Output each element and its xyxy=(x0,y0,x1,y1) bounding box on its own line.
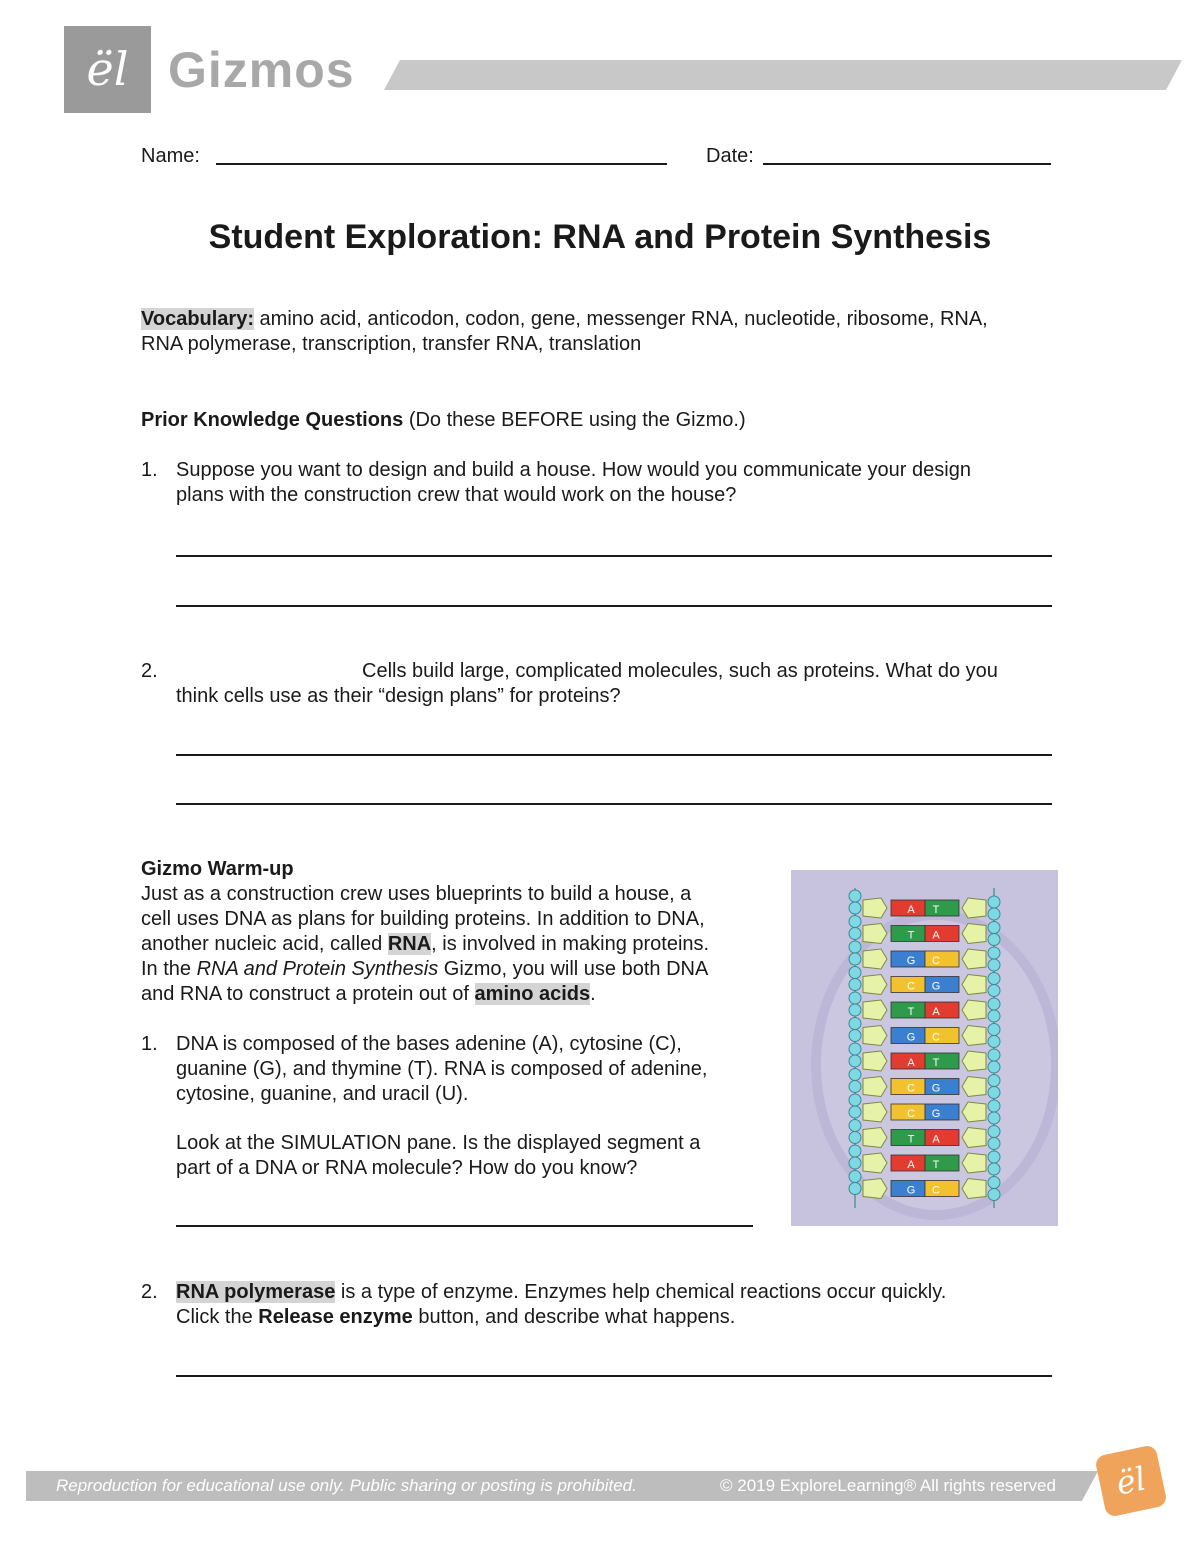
phosphate-right xyxy=(988,1075,1000,1087)
gizmo-name: RNA and Protein Synthesis xyxy=(196,958,439,980)
brand-name: Gizmos xyxy=(168,42,355,98)
phosphate-left xyxy=(849,979,861,991)
base-label-left: T xyxy=(907,929,915,942)
dna-simulation-image xyxy=(791,870,1058,1226)
base-label-right: C xyxy=(932,1184,940,1197)
base-label-right: A xyxy=(932,929,940,942)
warmup-line-2: cell uses DNA as plans for building proteins. In addition to DNA, xyxy=(141,908,705,930)
sugar-right xyxy=(962,1026,986,1046)
phosphate-left xyxy=(849,953,861,965)
phosphate-left xyxy=(849,916,861,928)
question-number: 1. xyxy=(141,1033,158,1055)
phosphate-right xyxy=(988,1049,1000,1061)
warmup-text: Click the xyxy=(176,1306,259,1328)
explorelearning-footer-logo-icon: ël xyxy=(1094,1444,1168,1518)
phosphate-left xyxy=(849,1055,861,1067)
base-right xyxy=(925,1053,959,1069)
warmup-q1-line-2: guanine (G), and thymine (T). RNA is composed of adenine, xyxy=(176,1058,708,1080)
warmup-line-1: Just as a construction crew uses blueprints to build a house, a xyxy=(141,883,692,905)
phosphate-left xyxy=(849,1069,861,1081)
warmup-q2-answer-line[interactable] xyxy=(176,1375,1052,1377)
base-right xyxy=(925,1104,959,1120)
prior-q1-answer-line-1[interactable] xyxy=(176,555,1052,557)
base-label-right: A xyxy=(932,1133,940,1146)
sugar-left xyxy=(863,1179,887,1199)
base-right xyxy=(925,1002,959,1018)
phosphate-right xyxy=(988,998,1000,1010)
phosphate-right xyxy=(988,1138,1000,1150)
sugar-right xyxy=(962,1128,986,1148)
sugar-left xyxy=(863,1077,887,1097)
warmup-heading xyxy=(141,857,294,882)
sugar-right xyxy=(962,1051,986,1071)
sugar-right xyxy=(962,975,986,995)
phosphate-right xyxy=(988,1100,1000,1112)
warmup-text: . xyxy=(590,983,596,1005)
phosphate-left xyxy=(849,928,861,940)
phosphate-left xyxy=(849,1157,861,1169)
base-label-right: T xyxy=(932,904,940,916)
phosphate-right xyxy=(988,908,1000,920)
warmup-q2-line-2 xyxy=(176,1305,735,1330)
base-label-right: G xyxy=(931,1108,941,1120)
header-bar xyxy=(384,60,1182,90)
date-label: Date: xyxy=(706,145,754,167)
footer-notice: Reproduction for educational use only. Public sharing or posting is prohibited. xyxy=(56,1476,637,1495)
phosphate-left xyxy=(849,1183,861,1195)
phosphate-right xyxy=(988,896,1000,908)
base-label-right: G xyxy=(931,980,941,993)
question-number: 1. xyxy=(141,459,158,481)
phosphate-right xyxy=(988,922,1000,934)
warmup-text: , is involved in making proteins. xyxy=(431,933,710,955)
phosphate-left xyxy=(849,967,861,979)
base-label-left: G xyxy=(906,955,916,967)
prior-q2-answer-line-2[interactable] xyxy=(176,803,1052,805)
warmup-text: button, and describe what happens. xyxy=(412,1306,736,1328)
base-label-left: G xyxy=(906,1184,916,1197)
term-rna: RNA xyxy=(387,933,432,955)
warmup-text: another nucleic acid, called xyxy=(141,933,388,955)
phosphate-right xyxy=(988,947,1000,959)
base-right xyxy=(925,1028,959,1044)
warmup-q1-line-5: part of a DNA or RNA molecule? How do you know? xyxy=(176,1157,638,1179)
base-right xyxy=(925,1181,959,1197)
sugar-left xyxy=(863,1153,887,1173)
term-rna-polymerase: RNA polymerase xyxy=(176,1281,336,1303)
warmup-q2-line-1 xyxy=(176,1280,946,1305)
vocabulary-label: Vocabulary: xyxy=(141,308,254,330)
base-label-right: T xyxy=(932,1057,940,1069)
phosphate-left xyxy=(849,941,861,953)
vocabulary-terms-1: amino acid, anticodon, codon, gene, messenger RNA, nucleotide, ribosome, RNA, xyxy=(254,308,988,330)
sugar-right xyxy=(962,949,986,969)
phosphate-left xyxy=(849,1132,861,1144)
warmup-line-5 xyxy=(141,982,596,1007)
base-label-right: T xyxy=(932,1159,940,1171)
page-title: Student Exploration: RNA and Protein Synthesis xyxy=(208,218,992,256)
footer-copyright: © 2019 ExploreLearning® All rights reserved xyxy=(720,1476,1056,1495)
phosphate-left xyxy=(849,1081,861,1093)
dna-double-helix xyxy=(791,870,1058,1226)
phosphate-left xyxy=(849,1043,861,1055)
base-label-left: T xyxy=(907,1006,915,1018)
warmup-text: is a type of enzyme. Enzymes help chemical reactions occur quickly. xyxy=(335,1281,947,1303)
phosphate-right xyxy=(988,1126,1000,1138)
phosphate-left xyxy=(849,1106,861,1118)
base-right xyxy=(925,926,959,942)
phosphate-right xyxy=(988,1112,1000,1124)
base-right xyxy=(925,1130,959,1146)
warmup-text: In the xyxy=(141,958,197,980)
base-label-left: T xyxy=(907,1133,915,1146)
base-right xyxy=(925,951,959,967)
base-label-right: G xyxy=(931,1082,941,1095)
warmup-q1-answer-line[interactable] xyxy=(176,1225,753,1227)
sugar-left xyxy=(863,924,887,944)
sugar-left xyxy=(863,898,887,918)
sugar-left xyxy=(863,1102,887,1122)
prior-q2-line-2: think cells use as their “design plans” for proteins? xyxy=(176,685,621,707)
name-label: Name: xyxy=(141,145,200,167)
phosphate-right xyxy=(988,934,1000,946)
base-label-left: A xyxy=(907,1057,915,1069)
phosphate-right xyxy=(988,985,1000,997)
prior-knowledge-heading xyxy=(141,408,746,433)
vocabulary-line-2: RNA polymerase, transcription, transfer RNA, translation xyxy=(141,333,642,355)
base-label-right: C xyxy=(932,955,940,967)
warmup-q1-line-1: DNA is composed of the bases adenine (A), cytosine (C), xyxy=(176,1033,682,1055)
warmup-title: Gizmo Warm-up xyxy=(141,858,294,880)
phosphate-right xyxy=(988,1036,1000,1048)
base-right xyxy=(925,977,959,993)
warmup-line-4 xyxy=(141,957,708,982)
sugar-left xyxy=(863,1128,887,1148)
phosphate-left xyxy=(849,1094,861,1106)
term-amino-acids: amino acids xyxy=(474,983,591,1005)
prior-knowledge-title: Prior Knowledge Questions xyxy=(141,409,404,431)
phosphate-right xyxy=(988,1061,1000,1073)
sugar-right xyxy=(962,1102,986,1122)
base-label-right: A xyxy=(932,1006,940,1018)
prior-q1-line-1: Suppose you want to design and build a house. How would you communicate your design xyxy=(176,459,971,481)
question-number: 2. xyxy=(141,660,158,682)
base-right xyxy=(925,900,959,916)
base-label-left: C xyxy=(907,1082,915,1095)
warmup-text: Gizmo, you will use both DNA xyxy=(438,958,709,980)
base-label-left: A xyxy=(907,904,915,916)
sugar-right xyxy=(962,1179,986,1199)
prior-q1-answer-line-2[interactable] xyxy=(176,605,1052,607)
warmup-line-3 xyxy=(141,932,709,957)
warmup-q1-line-3: cytosine, guanine, and uracil (U). xyxy=(176,1083,469,1105)
base-right xyxy=(925,1079,959,1095)
warmup-text: and RNA to construct a protein out of xyxy=(141,983,475,1005)
sugar-left xyxy=(863,975,887,995)
base-label-left: C xyxy=(907,1108,915,1120)
prior-q2-answer-line-1[interactable] xyxy=(176,754,1052,756)
sugar-left xyxy=(863,949,887,969)
prior-q2-line-1: Cells build large, complicated molecules, such as proteins. What do you xyxy=(362,660,998,682)
vocabulary-line-1 xyxy=(141,307,1081,332)
phosphate-left xyxy=(849,1018,861,1030)
phosphate-left xyxy=(849,1171,861,1183)
phosphate-right xyxy=(988,1163,1000,1175)
phosphate-left xyxy=(849,1120,861,1132)
release-enzyme-ref: Release enzyme xyxy=(258,1306,413,1328)
phosphate-right xyxy=(988,1151,1000,1163)
date-field[interactable] xyxy=(763,163,1051,165)
base-right xyxy=(925,1155,959,1171)
phosphate-left xyxy=(849,992,861,1004)
sugar-right xyxy=(962,1077,986,1097)
phosphate-right xyxy=(988,1177,1000,1189)
sugar-left xyxy=(863,1026,887,1046)
phosphate-left xyxy=(849,902,861,914)
name-field[interactable] xyxy=(216,163,667,165)
phosphate-left xyxy=(849,1145,861,1157)
sugar-right xyxy=(962,924,986,944)
phosphate-right xyxy=(988,1024,1000,1036)
phosphate-left xyxy=(849,1004,861,1016)
sugar-right xyxy=(962,1153,986,1173)
base-label-right: C xyxy=(932,1031,940,1044)
sugar-right xyxy=(962,898,986,918)
phosphate-right xyxy=(988,1189,1000,1201)
phosphate-right xyxy=(988,1010,1000,1022)
prior-q1-line-2: plans with the construction crew that would work on the house? xyxy=(176,484,737,506)
phosphate-right xyxy=(988,959,1000,971)
base-label-left: G xyxy=(906,1031,916,1044)
base-label-left: A xyxy=(907,1159,915,1171)
sugar-right xyxy=(962,1000,986,1020)
prior-knowledge-note: (Do these BEFORE using the Gizmo.) xyxy=(403,409,746,431)
warmup-q1-line-4: Look at the SIMULATION pane. Is the displayed segment a xyxy=(176,1132,701,1154)
phosphate-right xyxy=(988,973,1000,985)
explorelearning-logo-icon: ël xyxy=(86,42,129,96)
base-label-left: C xyxy=(907,980,915,993)
sugar-left xyxy=(863,1000,887,1020)
phosphate-left xyxy=(849,890,861,902)
sugar-left xyxy=(863,1051,887,1071)
phosphate-left xyxy=(849,1030,861,1042)
question-number: 2. xyxy=(141,1281,158,1303)
phosphate-right xyxy=(988,1087,1000,1099)
